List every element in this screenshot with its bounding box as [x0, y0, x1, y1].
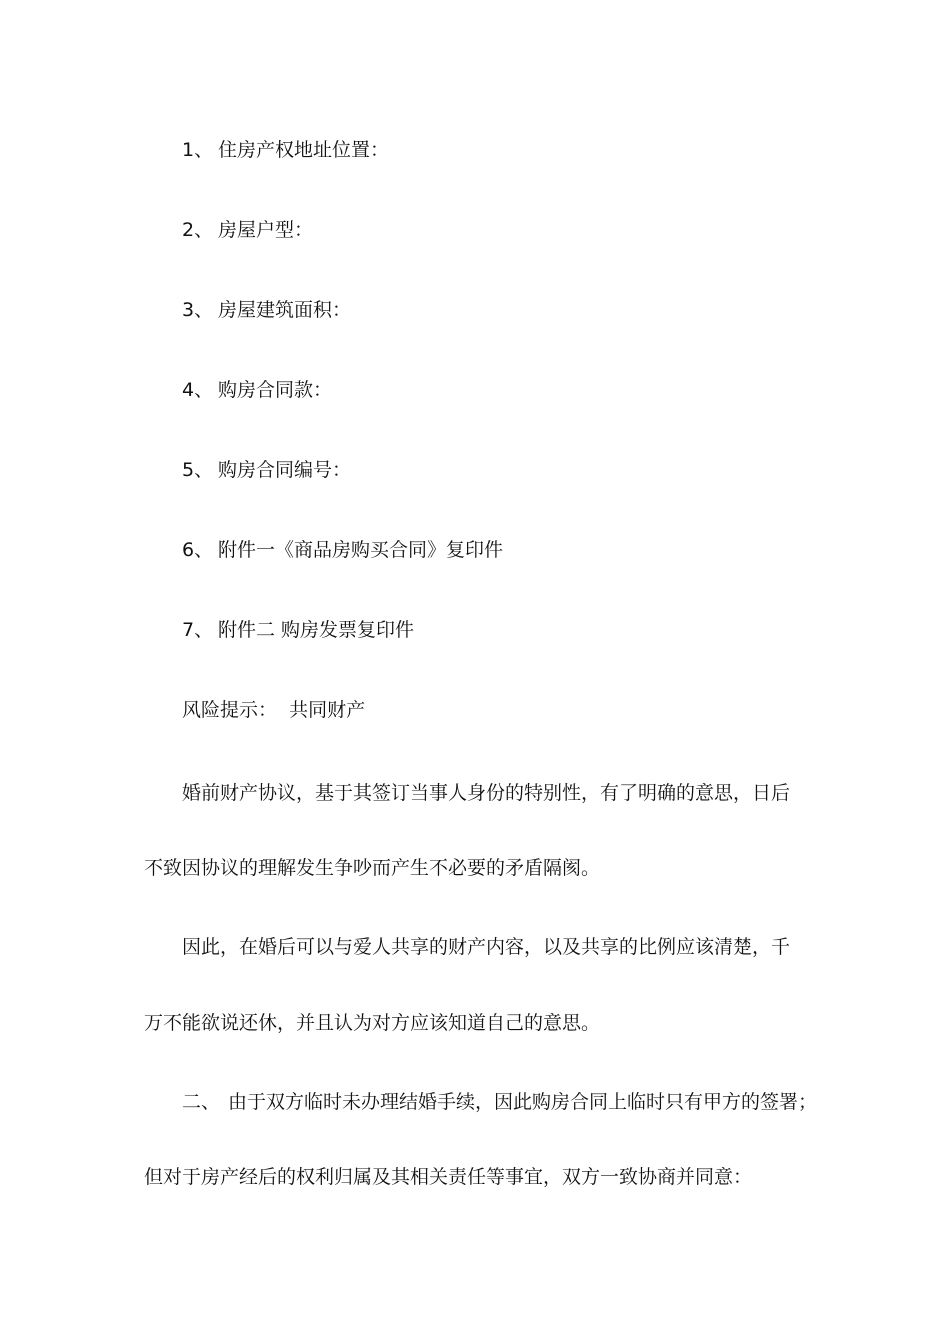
item-number: 5、	[182, 459, 214, 481]
item-text: 房屋建筑面积：	[218, 299, 352, 321]
item-text: 房屋户型：	[218, 219, 314, 241]
paragraph-line: 婚前财产协议，基于其签订当事人身份的特别性，有了明确的意思，日后	[182, 782, 791, 804]
list-item	[182, 458, 351, 482]
risk-label: 风险提示：	[182, 699, 278, 721]
item-text: 附件二 购房发票复印件	[218, 619, 415, 641]
list-item	[182, 298, 351, 322]
item-text: 购房合同款：	[218, 379, 333, 401]
item-text: 住房产权地址位置：	[218, 139, 390, 161]
paragraph-line: 不致因协议的理解发生争吵而产生不必要的矛盾隔阂。	[144, 857, 601, 879]
list-item	[182, 218, 313, 242]
item-text: 购房合同编号：	[218, 459, 352, 481]
risk-note	[182, 698, 365, 722]
section-text: 由于双方临时未办理结婚手续，因此购房合同上临时只有甲方的签署；	[228, 1091, 818, 1113]
item-text: 附件一《商品房购买合同》复印件	[218, 539, 504, 561]
risk-value: 共同财产	[289, 699, 366, 721]
paragraph-line: 万不能欲说还休，并且认为对方应该知道自己的意思。	[144, 1012, 601, 1034]
section-number: 二、	[182, 1091, 221, 1113]
item-number: 7、	[182, 619, 214, 641]
list-item	[182, 138, 389, 162]
item-number: 4、	[182, 379, 214, 401]
item-number: 2、	[182, 219, 214, 241]
list-item	[182, 538, 503, 562]
item-number: 1、	[182, 139, 214, 161]
paragraph-line: 但对于房产经后的权利归属及其相关责任等事宜，双方一致协商并同意：	[144, 1166, 753, 1188]
list-item	[182, 618, 414, 642]
list-item	[182, 378, 332, 402]
item-number: 6、	[182, 539, 214, 561]
section-two-line	[182, 1090, 817, 1114]
paragraph-line: 因此，在婚后可以与爱人共享的财产内容，以及共享的比例应该清楚，千	[182, 936, 791, 958]
item-number: 3、	[182, 299, 214, 321]
